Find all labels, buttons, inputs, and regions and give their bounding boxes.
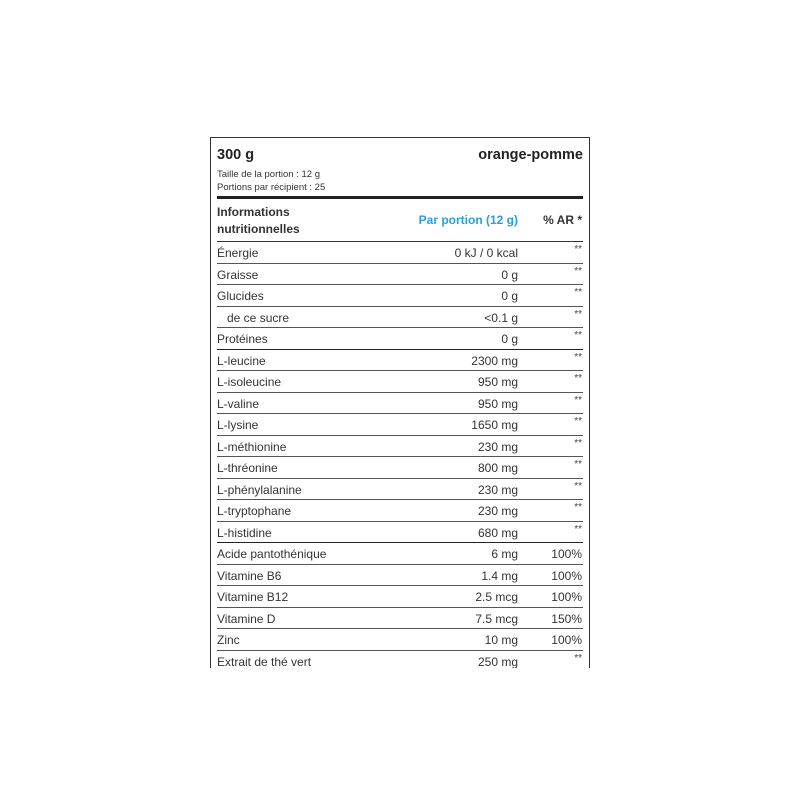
nutrient-value: 1650 mg: [471, 418, 518, 432]
table-row: [217, 371, 583, 393]
nutrient-ar: **: [574, 244, 582, 255]
nutrient-ar: **: [574, 351, 582, 363]
flavor-name: orange-pomme: [478, 147, 583, 163]
nutrient-name: L-valine: [217, 396, 260, 411]
table-row: [217, 522, 583, 544]
nutrient-ar: 100%: [551, 633, 582, 647]
table-row: [217, 414, 583, 436]
nutrient-name: L-histidine: [217, 525, 272, 540]
column-header-label-line2: nutritionnelles: [217, 222, 300, 236]
nutrient-name: Extrait de thé vert: [217, 654, 312, 668]
nutrient-value: 1.4 mg: [481, 568, 518, 583]
nutrient-value: 6 mg: [491, 547, 518, 561]
nutrient-value: 680 mg: [477, 525, 518, 540]
table-row: [217, 586, 583, 608]
column-header-per-serving: Par portion (12 g): [418, 213, 518, 227]
nutrient-ar: **: [574, 416, 582, 427]
nutrient-ar: 100%: [551, 568, 582, 583]
table-row: [217, 651, 583, 669]
table-row: [217, 565, 583, 587]
column-headers: [217, 199, 583, 242]
nutrient-name: L-lysine: [217, 418, 259, 432]
nutrient-name: L-tryptophane: [217, 504, 292, 518]
nutrient-name: L-leucine: [217, 353, 266, 368]
nutrient-value: 10 mg: [484, 633, 518, 647]
nutrient-value: 950 mg: [477, 375, 518, 389]
nutrient-ar: **: [574, 287, 582, 298]
nutrient-value: 7.5 mcg: [475, 611, 518, 626]
nutrient-value: 800 mg: [477, 461, 518, 475]
nutrient-name: Protéines: [217, 332, 268, 346]
column-header-label: [217, 204, 300, 238]
nutrient-name: Vitamine D: [217, 611, 276, 626]
nutrient-value: <0.1 g: [484, 310, 518, 325]
nutrient-name: Énergie: [217, 246, 259, 260]
nutrient-name: L-thréonine: [217, 461, 278, 475]
net-weight: 300 g: [217, 147, 255, 163]
column-header-label-line1: Informations: [217, 205, 290, 219]
table-row: [217, 328, 583, 350]
table-row: [217, 285, 583, 307]
label-header: [217, 138, 583, 196]
table-row: [217, 479, 583, 501]
table-row: [217, 457, 583, 479]
nutrient-name: Vitamine B6: [217, 568, 282, 583]
nutrient-value: 0 g: [501, 289, 518, 303]
table-row: [217, 500, 583, 522]
nutrient-name: Zinc: [217, 633, 240, 647]
nutrient-value: 250 mg: [477, 654, 518, 668]
nutrient-value: 230 mg: [477, 482, 518, 497]
nutrient-ar: 100%: [551, 590, 582, 604]
nutrient-ar: **: [574, 394, 582, 406]
nutrient-name: Glucides: [217, 289, 264, 303]
table-row: [217, 242, 583, 264]
nutrient-value: 0 g: [501, 332, 518, 346]
table-row: [217, 350, 583, 372]
table-row: [217, 608, 583, 630]
nutrient-ar: **: [574, 373, 582, 384]
nutrient-value: 230 mg: [477, 439, 518, 454]
nutrient-value: 2300 mg: [471, 353, 518, 368]
column-header-ar: % AR *: [543, 213, 582, 227]
nutrient-ar: **: [574, 459, 582, 470]
nutrient-ar: 150%: [551, 611, 582, 626]
nutrition-facts-panel: [210, 137, 590, 668]
table-row: [217, 307, 583, 329]
nutrient-ar: **: [574, 308, 582, 320]
nutrient-name: Vitamine B12: [217, 590, 289, 604]
nutrient-value: 950 mg: [477, 396, 518, 411]
nutrient-name: de ce sucre: [227, 310, 290, 325]
nutrient-ar: **: [574, 330, 582, 341]
nutrient-value: 0 g: [501, 267, 518, 282]
nutrient-ar: **: [574, 523, 582, 535]
nutrient-name: L-méthionine: [217, 439, 287, 454]
nutrient-value: 230 mg: [477, 504, 518, 518]
table-row: [217, 543, 583, 565]
nutrient-ar: **: [574, 265, 582, 277]
nutrient-name: L-phénylalanine: [217, 482, 302, 497]
table-row: [217, 393, 583, 415]
nutrient-rows: [217, 242, 583, 668]
nutrient-ar: **: [574, 502, 582, 513]
nutrient-name: Acide pantothénique: [217, 547, 327, 561]
nutrient-name: Graisse: [217, 267, 259, 282]
serving-size: Taille de la portion : 12 g: [217, 169, 320, 180]
nutrient-value: 2.5 mcg: [475, 590, 518, 604]
nutrient-ar: **: [574, 480, 582, 492]
nutrient-name: L-isoleucine: [217, 375, 282, 389]
table-row: [217, 264, 583, 286]
nutrition-facts-inner: [217, 138, 583, 668]
servings-per-container: Portions par récipient : 25: [217, 182, 326, 193]
nutrient-ar: **: [574, 437, 582, 449]
table-row: [217, 436, 583, 458]
table-row: [217, 629, 583, 651]
nutrient-ar: **: [574, 652, 582, 664]
nutrient-ar: 100%: [551, 547, 582, 561]
nutrient-value: 0 kJ / 0 kcal: [454, 246, 518, 260]
